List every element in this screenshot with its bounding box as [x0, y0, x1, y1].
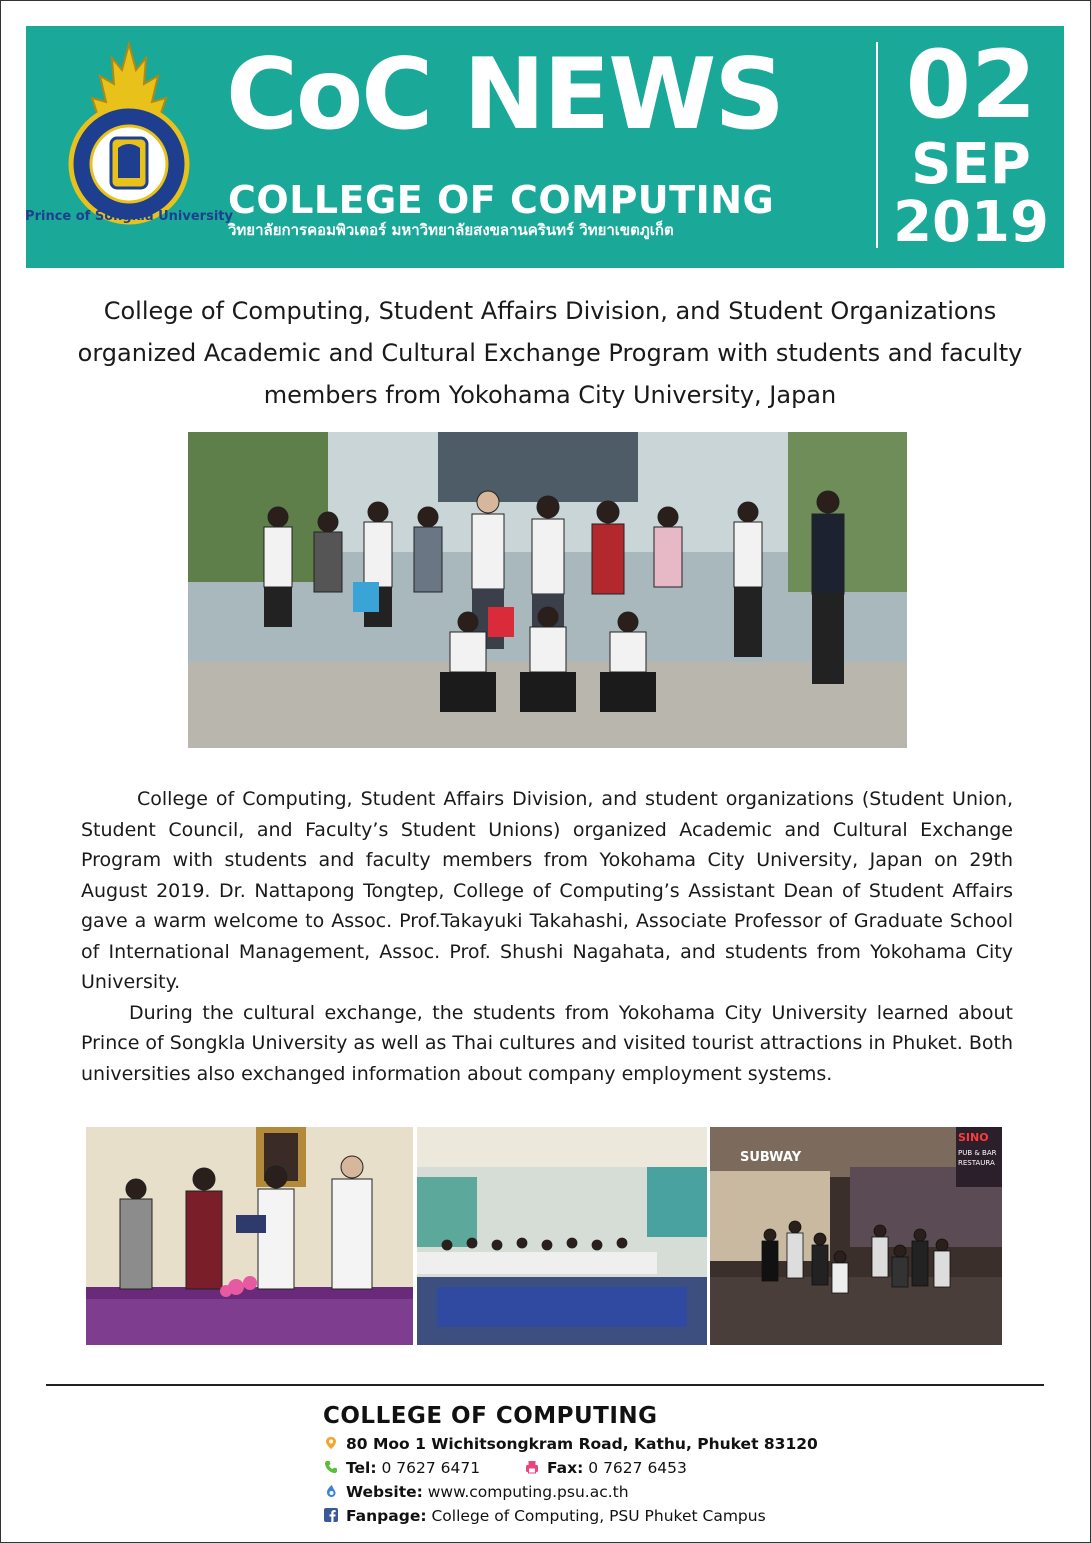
facebook-icon	[324, 1508, 338, 1522]
footer-title: COLLEGE OF COMPUTING	[323, 1403, 658, 1429]
footer-address: 80 Moo 1 Wichitsongkram Road, Kathu, Phuket 83120	[346, 1435, 818, 1453]
night-street-photo	[710, 1127, 1002, 1345]
classroom-photo	[417, 1127, 707, 1345]
footer-tel: Tel: 0 7627 6471	[346, 1459, 481, 1477]
fanpage-link[interactable]: College of Computing, PSU Phuket Campus	[431, 1507, 766, 1525]
issue-date	[886, 31, 1056, 255]
footer-website: Website: www.computing.psu.ac.th	[346, 1483, 629, 1501]
college-name: COLLEGE OF COMPUTING	[228, 178, 775, 222]
article-paragraph: College of Computing, Student Affairs Division, and student organizations (Student Union, Student Council, and Faculty’s Student Unions) organized Academic and Cultural Exchange Program with students and faculty members from Yokohama City University, Japan on 29th August 2019. Dr. Nattapong Tongtep, College of Computing’s Assistant Dean of Student Affairs gave a warm welcome to Assoc. Prof.Takayuki Takahashi, Associate Professor of Graduate School of International Management, Assoc. Prof. Shushi Nagahata, and students from Yokohama City University.	[81, 788, 1013, 993]
subway-sign: SUBWAY	[740, 1150, 802, 1165]
newsletter-title: CoC NEWS	[226, 38, 783, 152]
article-body	[81, 784, 1013, 1089]
issue-day: 02	[905, 31, 1037, 140]
footer	[323, 1402, 658, 1430]
bar-sign-2: PUB & BAR	[958, 1149, 997, 1157]
bar-sign-1: SINO	[958, 1131, 989, 1144]
article-headline: College of Computing, Student Affairs Division, and Student Organizations organized Academic and Cultural Exchange Program with students and faculty members from Yokohama City University, Japan	[77, 297, 1023, 409]
location-pin-icon	[324, 1436, 338, 1450]
issue-month: SEP	[911, 132, 1031, 197]
footer-divider	[46, 1384, 1044, 1386]
article-paragraph: During the cultural exchange, the students from Yokohama City University learned about Prince of Songkla University as well as Thai cultures and visited tourist attractions in Phuket. Both universities also exchanged information about company employment systems.	[81, 1001, 1013, 1085]
website-link[interactable]: www.computing.psu.ac.th	[427, 1483, 629, 1501]
meeting-photo	[86, 1127, 413, 1345]
website-icon	[324, 1484, 338, 1498]
phone-icon	[324, 1460, 338, 1474]
group-photo	[188, 432, 907, 748]
issue-year: 2019	[893, 190, 1049, 255]
bar-sign-3: RESTAURA	[958, 1159, 995, 1167]
logo-text: Prince of Songkla University	[25, 209, 233, 224]
footer-fanpage: Fanpage: College of Computing, PSU Phuket Campus	[346, 1507, 766, 1525]
header-divider	[876, 42, 878, 248]
footer-fax: Fax: 0 7627 6453	[547, 1459, 687, 1477]
university-logo	[25, 40, 233, 236]
fax-icon	[525, 1460, 539, 1474]
newsletter-header	[26, 26, 1064, 268]
thai-college-name: วิทยาลัยการคอมพิวเตอร์ มหาวิทยาลัยสงขลานครินทร์ วิทยาเขตภูเก็ต	[228, 221, 674, 239]
